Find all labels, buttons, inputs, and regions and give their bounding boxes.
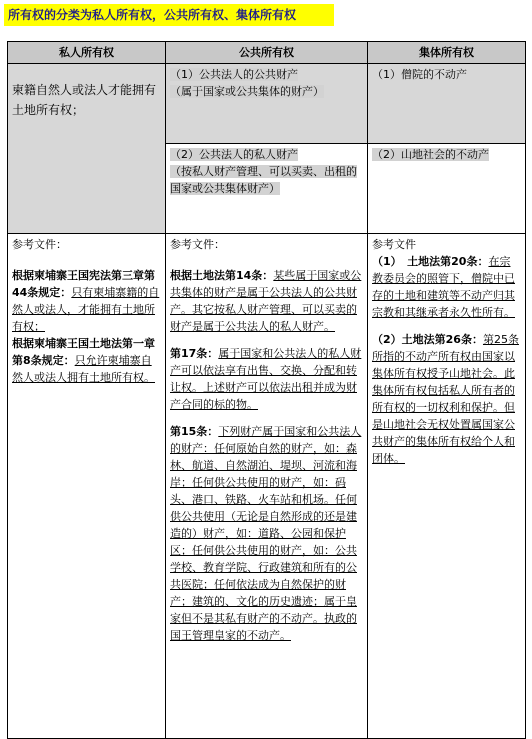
public-item2-note: （按私人财产管理、可以买卖、出租的国家或公共集体财产） xyxy=(170,165,357,196)
collective-item2: （2）山地社会的不动产 xyxy=(372,148,489,162)
public-ref-14: 根据土地法第14条：某些属于国家或公共集体的财产是属于公共法人的公共财产。其它按私人财产管理、可以买卖的财产是属于公共法人的私人财产。 xyxy=(170,269,362,333)
public-item1-note: （属于国家或公共集体的财产） xyxy=(170,85,324,98)
collective-ref-26: （2）土地法第26条：第25条所指的不动产所有权由国家以集体所有权授予山地社会。此集体所有权包括私人所有者的所有权的一切权利和保护。但是山地社会无权处置属国家公共财产的集体所有权给个人和团体。 xyxy=(372,333,519,465)
category-row-1 xyxy=(8,64,526,144)
public-item2-cell xyxy=(166,144,368,234)
header-public: 公共所有权 xyxy=(166,42,368,64)
header-row xyxy=(8,42,526,64)
collective-item2-cell xyxy=(368,144,526,234)
private-ref-1: 根据柬埔寨王国宪法第三章第44条规定：只有柬埔寨籍的自然人或法人，才能拥有土地所有权； xyxy=(12,269,160,333)
header-collective: 集体所有权 xyxy=(368,42,526,64)
public-item1-title: （1）公共法人的公共财产 xyxy=(170,68,298,81)
private-desc: 柬籍自然人或法人才能拥有土地所有权； xyxy=(12,83,157,117)
private-refs-cell xyxy=(8,234,166,739)
collective-ref-20: （1） 土地法第20条：在宗教委员会的照管下，僧院中已存的土地和建筑等不动产归其宗教和其继承者永久性所有。 xyxy=(372,255,515,319)
private-desc-cell xyxy=(8,64,166,234)
collective-item1-cell xyxy=(368,64,526,144)
page-title: 所有权的分类为私人所有权，公共所有权、集体所有权 xyxy=(8,8,297,22)
public-item1-cell xyxy=(166,64,368,144)
collective-refs-label: 参考文件 xyxy=(372,238,416,251)
private-refs-label: 参考文件： xyxy=(12,238,67,251)
public-refs-cell xyxy=(166,234,368,739)
header-private: 私人所有权 xyxy=(8,42,166,64)
collective-refs-cell xyxy=(368,234,526,739)
public-item2-title: （2）公共法人的私人财产 xyxy=(170,148,298,162)
collective-item1: （1）僧院的不动产 xyxy=(372,68,467,81)
public-ref-15: 第15条：下列财产属于国家和公共法人的财产：任何原始自然的财产，如：森林、航道、自然湖泊、堤坝、河流和海岸；任何供公共使用的财产，如：码头、港口、铁路、火车站和机场。任何供公共使用（无论是自然形成的还是建造的）财产，如：道路、公园和保护区；任何供公共使用的财产，如：公共学校、教育学院、行政建筑和所有的公共医院；任何依法成为自然保护的财产；建筑的、文化的历史遗迹；属于皇家但不是其私有财产的不动产。执政的国王管理皇家的不动产。 xyxy=(170,425,362,642)
public-ref-17: 第17条：属于国家和公共法人的私人财产可以依法享有出售、交换、分配和转让权。上述财产可以依法出租并成为财产合同的标的物。 xyxy=(170,347,362,411)
references-row xyxy=(8,234,526,739)
public-refs-label: 参考文件： xyxy=(170,238,225,251)
ownership-table xyxy=(7,41,526,739)
private-ref-2: 根据柬埔寨王国土地法第一章第8条规定：只允许柬埔寨自然人或法人拥有土地所有权。 xyxy=(12,337,155,384)
